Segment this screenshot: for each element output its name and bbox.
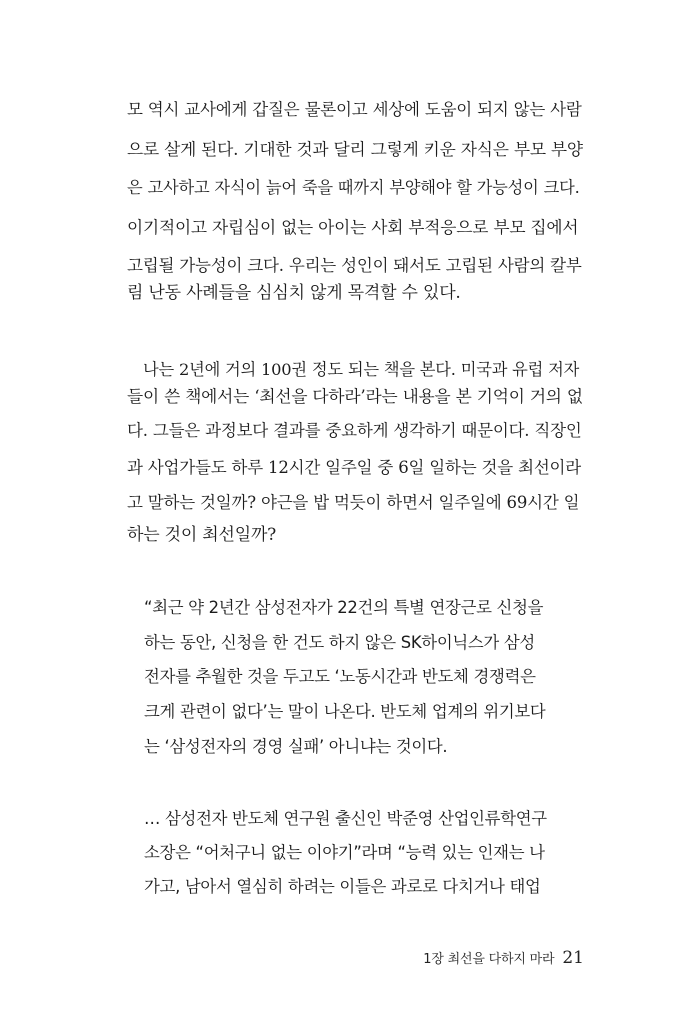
- page-footer: [423, 946, 584, 972]
- text-line: 나는 2년에 거의 100권 정도 되는 책을 본다. 미국과 유럽 저자: [143, 360, 580, 379]
- text-line: 고 말하는 것일까? 야근을 밥 먹듯이 하면서 일주일에 69시간 일: [127, 493, 580, 512]
- quote-line: … 삼성전자 반도체 연구원 출신인 박준영 산업인류학연구: [144, 809, 547, 828]
- quote-line: 가고, 남아서 열심히 하려는 이들은 과로로 다치거나 태업: [144, 877, 541, 896]
- text-line: 으로 살게 된다. 기대한 것과 달리 그렇게 키운 자식은 부모 부양: [127, 139, 583, 159]
- quote-line: 크게 관련이 없다’는 말이 나온다. 반도체 업계의 위기보다: [144, 702, 546, 721]
- quote-line: 전자를 추월한 것을 두고도 ‘노동시간과 반도체 경쟁력은: [144, 667, 536, 686]
- text-line: 들이 쓴 책에서는 ‘최선을 다하라’라는 내용을 본 기억이 거의 없: [127, 386, 583, 406]
- quote-line: 소장은 “어처구니 없는 이야기”라며 “능력 있는 인재는 나: [144, 843, 545, 862]
- quote-line: 하는 동안, 신청을 한 건도 하지 않은 SK하이닉스가 삼성: [144, 633, 535, 652]
- text-line: 과 사업가들도 하루 12시간 일주일 중 6일 일하는 것을 최선이라: [127, 458, 582, 477]
- page-number: 21: [562, 948, 584, 968]
- text-line: 림 난동 사례들을 심심치 않게 목격할 수 있다.: [127, 283, 461, 303]
- quote-line: 는 ‘삼성전자의 경영 실패’ 아니냐는 것이다.: [144, 737, 448, 756]
- text-line: 모 역시 교사에게 갑질은 물론이고 세상에 도움이 되지 않는 사람: [127, 100, 582, 119]
- quote-line: “최근 약 2년간 삼성전자가 22건의 특별 연장근로 신청을: [144, 598, 544, 617]
- text-line: 고립될 가능성이 크다. 우리는 성인이 돼서도 고립된 사람의 칼부: [127, 256, 582, 275]
- text-line: 다. 그들은 과정보다 결과를 중요하게 생각하기 때문이다. 직장인: [127, 421, 582, 440]
- text-line: 은 고사하고 자식이 늙어 죽을 때까지 부양해야 할 가능성이 크다.: [127, 178, 580, 197]
- text-line: 하는 것이 최선일까?: [127, 525, 277, 545]
- text-line: 이기적이고 자립심이 없는 아이는 사회 부적응으로 부모 집에서: [127, 217, 579, 237]
- chapter-title: 1장 최선을 다하지 마라: [423, 952, 555, 967]
